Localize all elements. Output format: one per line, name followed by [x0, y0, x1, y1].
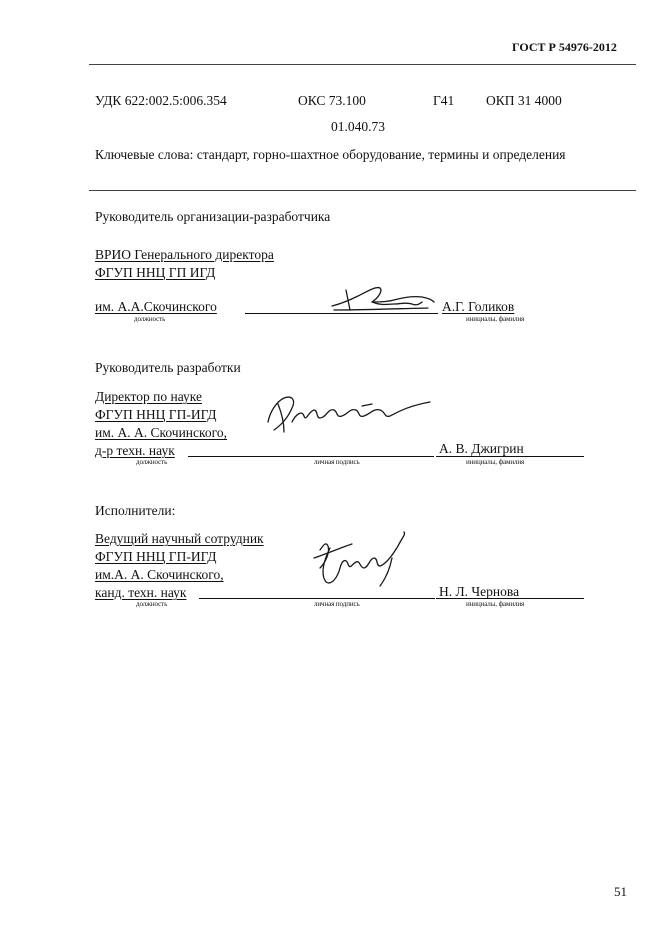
dev-head-position-line: д-р техн. наук [95, 443, 175, 458]
performer-caption-signature: личная подпись [314, 600, 360, 608]
dev-head-caption-name: инициалы, фамилия [466, 458, 525, 466]
dev-head-position-line: ФГУП ННЦ ГП-ИГД [95, 407, 217, 422]
header-rule [89, 64, 636, 65]
oks-code: ОКС 73.100 [298, 93, 366, 108]
keywords: Ключевые слова: стандарт, горно-шахтное оборудование, термины и определения [95, 147, 566, 162]
dev-head-position-line: Директор по науке [95, 389, 202, 404]
performer-position-line: ФГУП ННЦ ГП-ИГД [95, 549, 217, 564]
org-head-position-line: ФГУП ННЦ ГП ИГД [95, 265, 216, 280]
dev-head-caption-position: должность [136, 458, 168, 466]
dev-head-signature-line [188, 456, 434, 457]
performer-caption-position: должность [136, 600, 168, 608]
performer-position-line: Ведущий научный сотрудник [95, 531, 264, 546]
dev-head-caption-signature: личная подпись [314, 458, 360, 466]
g-code: Г41 [433, 93, 455, 108]
dev-head-name-line [436, 456, 584, 457]
udk-code: УДК 622:002.5:006.354 [95, 93, 227, 108]
okp-code: ОКП 31 4000 [486, 93, 562, 108]
dev-head-heading: Руководитель разработки [95, 360, 241, 375]
performer-signature-line [199, 598, 435, 599]
signature-dzhigrin [262, 392, 434, 438]
org-head-name: А.Г. Голиков [442, 299, 515, 314]
dev-head-name: А. В. Джигрин [439, 441, 524, 456]
performer-name: Н. Л. Чернова [439, 584, 520, 599]
performers-heading: Исполнители: [95, 503, 176, 518]
section-rule [89, 190, 636, 191]
signature-golikov [328, 282, 438, 316]
org-head-caption-name: инициалы, фамилия [466, 315, 525, 323]
oks-code-2: 01.040.73 [331, 119, 385, 134]
performer-name-line [436, 598, 584, 599]
performer-caption-name: инициалы, фамилия [466, 600, 525, 608]
performer-position-line: им.А. А. Скочинского, [95, 567, 224, 582]
org-head-position-line: ВРИО Генерального директора [95, 247, 274, 262]
standard-code: ГОСТ Р 54976-2012 [512, 40, 617, 54]
org-head-caption-position: должность [134, 315, 166, 323]
signature-chernova [306, 528, 410, 594]
org-head-position-line: им. А.А.Скочинского [95, 299, 217, 314]
page-number: 51 [614, 884, 627, 899]
dev-head-position-line: им. А. А. Скочинского, [95, 425, 227, 440]
performer-position-line: канд. техн. наук [95, 585, 187, 600]
org-head-heading: Руководитель организации-разработчика [95, 209, 331, 224]
